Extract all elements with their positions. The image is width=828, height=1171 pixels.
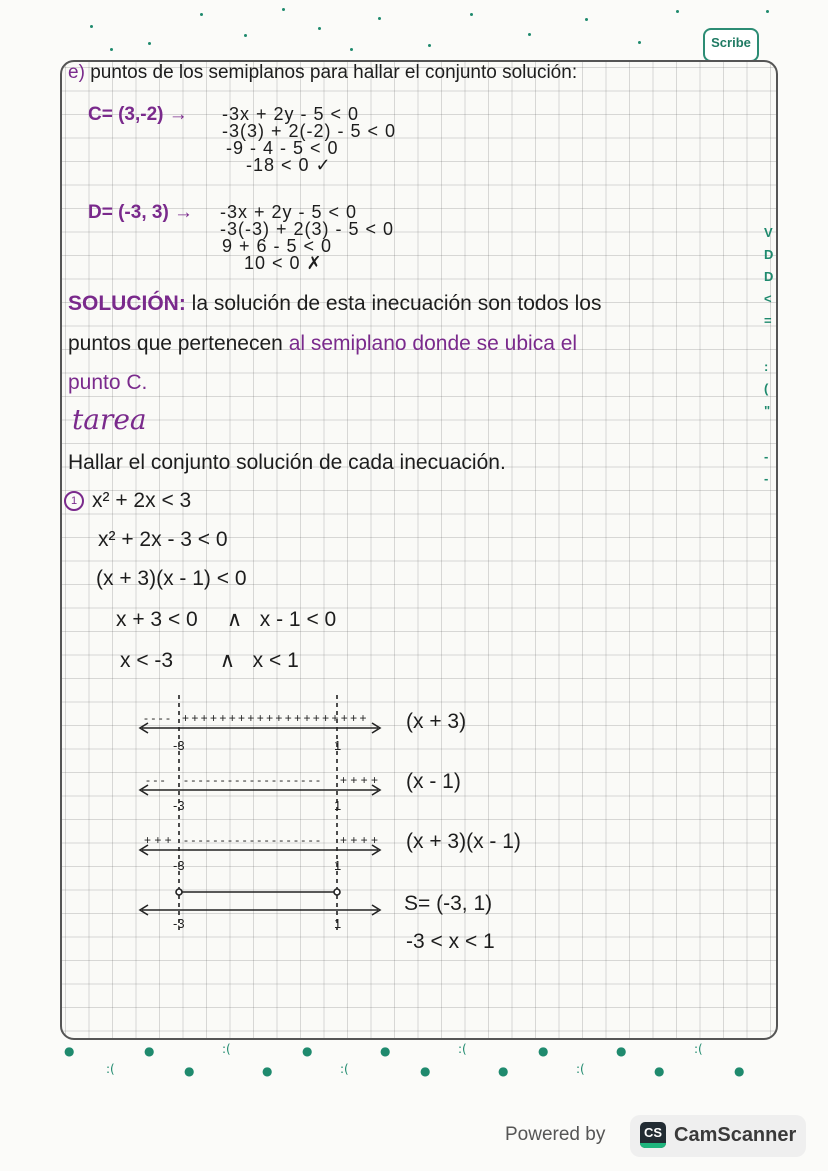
svg-text:-3: -3	[173, 858, 185, 873]
edge-mark: D	[764, 269, 774, 284]
svg-text:1: 1	[334, 916, 342, 931]
solution-line-2	[68, 332, 577, 356]
powered-by-text: Powered by	[505, 1124, 606, 1145]
svg-text:1: 1	[334, 798, 342, 813]
point-d-line-4: 10 < 0 ✗	[244, 253, 323, 273]
solution-text-1: la solución de esta inecuación son todos los	[191, 292, 602, 315]
step-1: x² + 2x < 3	[92, 489, 192, 512]
svg-text:-3: -3	[173, 916, 185, 931]
svg-text:- - -: - - -	[146, 773, 165, 787]
tarea-instruction: Hallar el conjunto solución de cada inecuación.	[68, 451, 506, 474]
problem-1	[64, 489, 191, 513]
edge-mark: V	[764, 225, 773, 240]
tarea-title: tarea	[72, 403, 147, 436]
point-c-line-1: -3x + 2y - 5 < 0	[222, 104, 360, 124]
solution-line-3: punto C.	[68, 371, 148, 394]
scribe-logo: Scribe	[703, 28, 759, 62]
step-5: x < -3 ∧ x < 1	[120, 649, 299, 672]
svg-text:+ + + +: + + + +	[340, 773, 379, 787]
svg-text:- - - -: - - - -	[144, 711, 170, 725]
decorative-dots-bottom: ● ● :( ● ● :( ● ● :( :( ● ● :( ● ● :( ● ●	[64, 1042, 745, 1078]
number-line-label-1: (x + 3)	[406, 710, 467, 733]
svg-text:- - - - - - - - - - - - - - -: - - - - - - - - - - - - - - - - - - -	[184, 773, 320, 787]
heading-text: puntos de los semiplanos para hallar el conjunto solución:	[90, 62, 578, 83]
svg-text:1: 1	[334, 738, 342, 753]
problem-number-circle: 1	[64, 491, 84, 511]
svg-text:-3: -3	[173, 798, 185, 813]
edge-mark: "	[764, 403, 771, 418]
sign-chart-diagram	[130, 690, 390, 970]
solution-text-2: puntos que pertenecen	[68, 332, 289, 355]
point-c-line-2: -3(3) + 2(-2) - 5 < 0	[222, 121, 397, 141]
edge-mark: (	[764, 381, 769, 396]
section-marker: e)	[68, 62, 85, 83]
edge-mark: -	[764, 449, 769, 464]
point-d-line-1: -3x + 2y - 5 < 0	[220, 202, 358, 222]
number-line-label-3: (x + 3)(x - 1)	[406, 830, 521, 853]
point-c-label: C= (3,-2) →	[88, 104, 188, 125]
solution-label: SOLUCIÓN:	[68, 292, 186, 315]
camscanner-name: CamScanner	[674, 1124, 797, 1146]
svg-text:+ + + + + + + + + + + + + + +: + + + + + + + + + + + + + + + + + + + +	[182, 711, 367, 725]
section-e-heading	[68, 62, 577, 84]
camscanner-badge[interactable]	[630, 1115, 806, 1157]
point-d-label: D= (-3, 3) →	[88, 202, 194, 223]
point-c-line-4: -18 < 0 ✓	[246, 155, 332, 175]
solution-set: S= (-3, 1)	[404, 892, 493, 915]
step-2: x² + 2x - 3 < 0	[98, 528, 228, 551]
point-c-line-3: -9 - 4 - 5 < 0	[226, 138, 339, 158]
point-d-line-3: 9 + 6 - 5 < 0	[222, 236, 333, 256]
step-4: x + 3 < 0 ∧ x - 1 < 0	[116, 608, 337, 631]
svg-text:+ + +: + + +	[144, 833, 172, 847]
edge-mark: -	[764, 471, 769, 486]
edge-mark: =	[764, 313, 772, 328]
final-answer: -3 < x < 1	[406, 930, 495, 953]
point-d-line-2: -3(-3) + 2(3) - 5 < 0	[220, 219, 395, 239]
edge-mark: D	[764, 247, 774, 262]
edge-mark: :	[764, 359, 769, 374]
svg-text:- - - - - - - - - - - - - - -: - - - - - - - - - - - - - - - - - - -	[184, 833, 320, 847]
step-3: (x + 3)(x - 1) < 0	[96, 567, 247, 590]
svg-text:+ + + +: + + + +	[340, 833, 379, 847]
svg-text:-3: -3	[173, 738, 185, 753]
camscanner-logo-icon: CS	[640, 1122, 666, 1148]
number-line-label-2: (x - 1)	[406, 770, 461, 793]
page-edge-marks	[764, 222, 778, 542]
solution-line-1	[68, 292, 601, 316]
edge-mark: <	[764, 291, 772, 306]
svg-text:1: 1	[334, 858, 342, 873]
solution-highlight: al semiplano donde se ubica el	[288, 332, 578, 355]
